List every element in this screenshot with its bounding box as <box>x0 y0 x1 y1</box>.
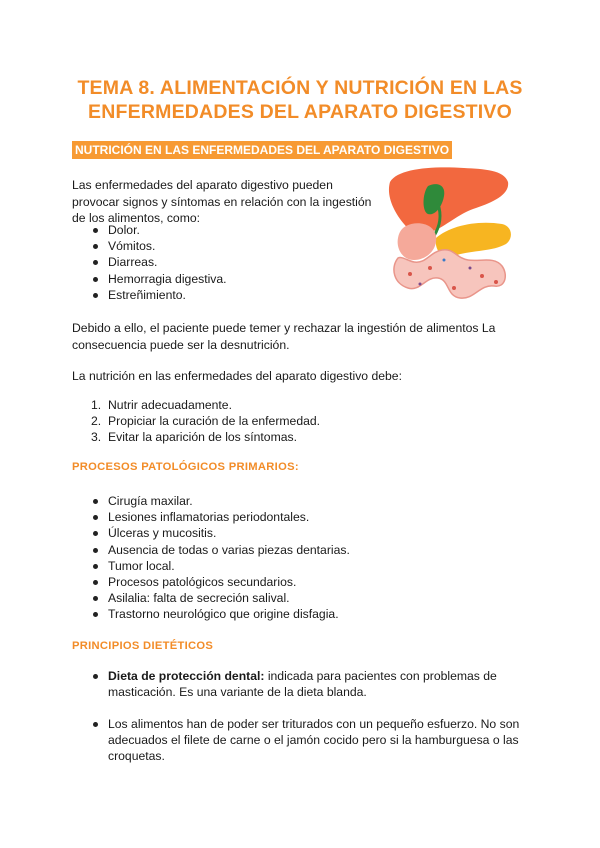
diet-note-line: croquetas. <box>108 749 165 764</box>
list-item: Estreñimiento. <box>91 287 227 303</box>
nutrition-intro: La nutrición en las enfermedades del aparato digestivo debe: <box>72 369 402 383</box>
diet-list-2 <box>91 716 541 765</box>
intestine-dot <box>494 280 498 284</box>
item-text: Evitar la aparición de los síntomas. <box>108 430 297 445</box>
list-item <box>91 413 320 429</box>
intestine-dot <box>480 274 484 278</box>
list-item: Hemorragia digestiva. <box>91 271 227 287</box>
intestine-dot <box>443 259 446 262</box>
primary-processes-heading: PROCESOS PATOLÓGICOS PRIMARIOS: <box>72 461 299 473</box>
intro-line: Las enfermedades del aparato digestivo pueden <box>72 178 333 192</box>
list-item: Trastorno neurológico que origine disfagia. <box>91 606 350 622</box>
list-item <box>91 716 541 765</box>
dietary-principles-heading: PRINCIPIOS DIETÉTICOS <box>72 640 214 652</box>
diet-term: Dieta de protección dental: <box>108 669 265 683</box>
list-item: Procesos patológicos secundarios. <box>91 574 350 590</box>
diet-list-1 <box>91 668 541 700</box>
list-item: Lesiones inflamatorias periodontales. <box>91 509 350 525</box>
list-item: Dolor. <box>91 222 227 238</box>
title-line-1: TEMA 8. ALIMENTACIÓN Y NUTRICIÓN EN LAS <box>77 77 523 99</box>
item-text: Nutrir adecuadamente. <box>108 398 232 412</box>
page-title <box>40 76 560 124</box>
stomach-shape <box>398 223 437 260</box>
symptom-list <box>91 222 227 303</box>
list-item <box>91 668 541 700</box>
item-number: 3. <box>91 430 102 445</box>
goals-list <box>91 397 320 446</box>
title-line-2: ENFERMEDADES DEL APARATO DIGESTIVO <box>88 101 512 123</box>
intestine-dot <box>428 266 432 270</box>
consequence-paragraph <box>72 320 542 353</box>
intro-line: provocar signos y síntomas en relación con la ingestión <box>72 194 372 209</box>
list-item: Ausencia de todas o varias piezas dentarias. <box>91 542 350 558</box>
diet-note-line: Los alimentos han de poder ser triturados con un pequeño esfuerzo. No son <box>108 717 520 731</box>
intestine-dot <box>408 272 412 276</box>
list-item <box>91 429 320 445</box>
list-item <box>91 397 320 413</box>
list-item: Tumor local. <box>91 558 350 574</box>
list-item: Diarreas. <box>91 254 227 270</box>
primary-processes-list <box>91 493 350 623</box>
diet-definition-line: masticación. Es una variante de la dieta blanda. <box>108 685 367 700</box>
digestive-organs-illustration <box>384 164 514 306</box>
item-text: Propiciar la curación de la enfermedad. <box>108 414 321 429</box>
section-heading: NUTRICIÓN EN LAS ENFERMEDADES DEL APARATO DIGESTIVO <box>72 141 452 159</box>
consequence-line: consecuencia puede ser la desnutrición. <box>72 337 290 352</box>
intestine-dot <box>452 286 456 290</box>
list-item: Cirugía maxilar. <box>91 493 350 509</box>
list-item: Vómitos. <box>91 238 227 254</box>
diet-definition: indicada para pacientes con problemas de <box>264 669 497 683</box>
item-number: 2. <box>91 414 102 429</box>
list-item: Asilalia: falta de secreción salival. <box>91 590 350 606</box>
intestine-dot <box>469 267 472 270</box>
item-number: 1. <box>91 398 102 412</box>
list-item: Úlceras y mucositis. <box>91 525 350 541</box>
intestine-dot <box>419 283 422 286</box>
intro-paragraph <box>72 177 382 227</box>
diet-note-line: adecuados el filete de carne o el jamón cocido pero si la hamburguesa o las <box>108 733 519 748</box>
consequence-line: Debido a ello, el paciente puede temer y rechazar la ingestión de alimentos La <box>72 321 496 335</box>
intro-line: de los alimentos, como: <box>72 211 201 226</box>
